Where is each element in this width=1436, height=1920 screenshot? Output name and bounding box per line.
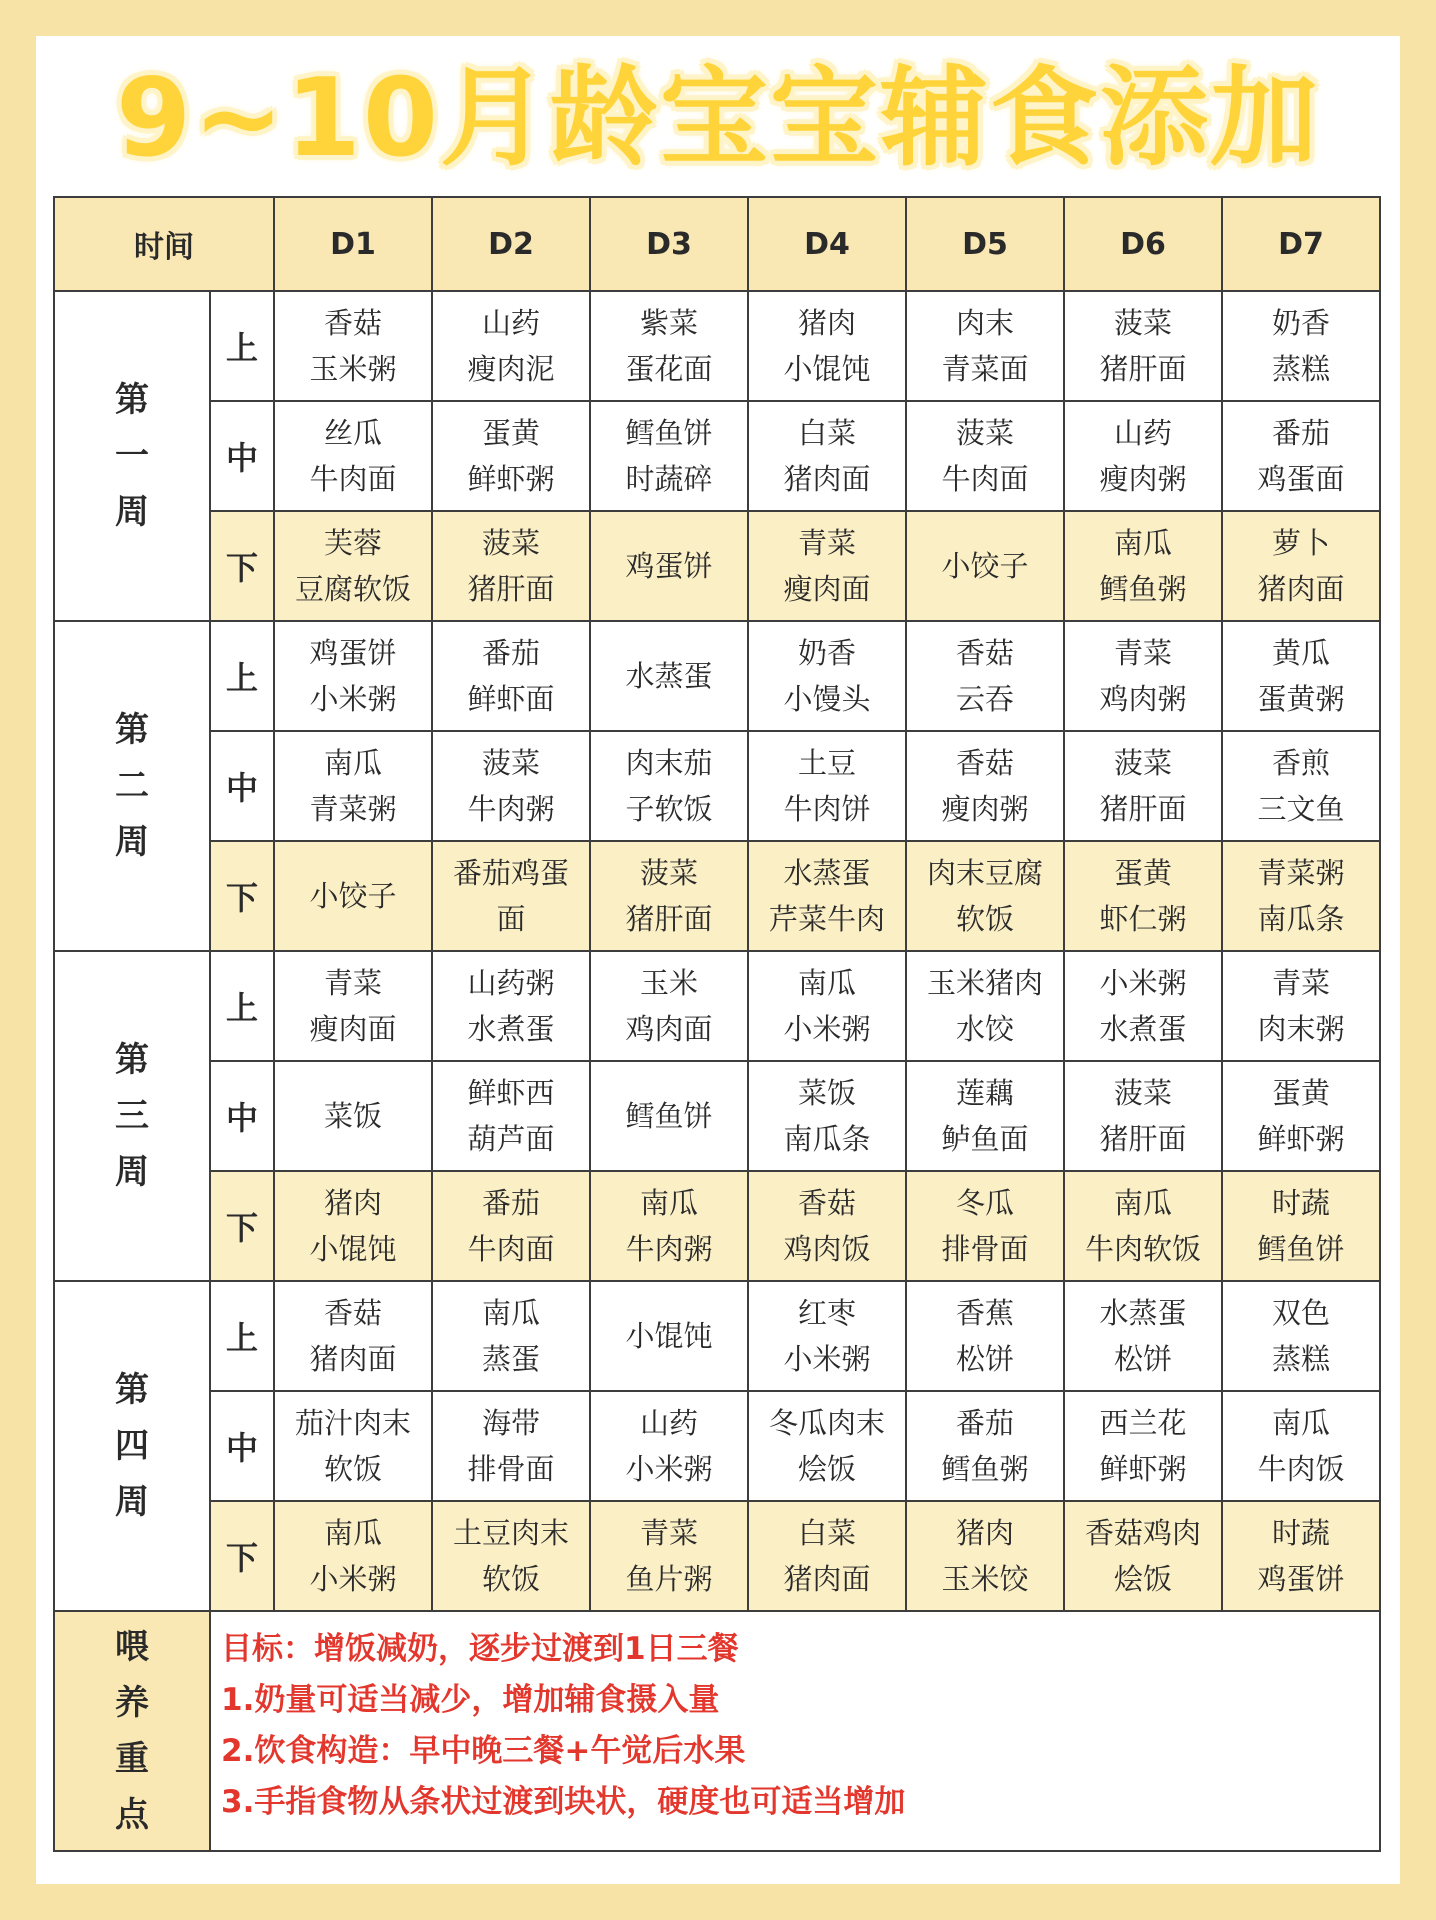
menu-cell: 山药 小米粥 <box>590 1391 748 1501</box>
menu-cell: 香菇 玉米粥 <box>274 291 432 401</box>
table-row <box>54 401 1380 511</box>
menu-cell: 南瓜 小米粥 <box>274 1501 432 1611</box>
menu-cell: 青菜 鱼片粥 <box>590 1501 748 1611</box>
menu-cell: 蛋黄 虾仁粥 <box>1064 841 1222 951</box>
menu-cell: 番茄 鲜虾面 <box>432 621 590 731</box>
menu-cell: 南瓜 牛肉饭 <box>1222 1391 1380 1501</box>
meal-slot-label: 中 <box>210 401 274 511</box>
menu-cell: 鳕鱼饼 时蔬碎 <box>590 401 748 511</box>
table-row <box>54 1391 1380 1501</box>
menu-cell: 菠菜 猪肝面 <box>1064 731 1222 841</box>
menu-cell: 小饺子 <box>906 511 1064 621</box>
menu-cell: 菠菜 猪肝面 <box>1064 1061 1222 1171</box>
menu-cell: 小饺子 <box>274 841 432 951</box>
menu-cell: 猪肉 玉米饺 <box>906 1501 1064 1611</box>
menu-cell: 鲜虾西 葫芦面 <box>432 1061 590 1171</box>
focus-note: 1.奶量可适当减少，增加辅食摄入量 <box>221 1682 720 1718</box>
menu-cell: 奶香 蒸糕 <box>1222 291 1380 401</box>
day-header: D6 <box>1064 197 1222 291</box>
menu-cell: 青菜 鸡肉粥 <box>1064 621 1222 731</box>
menu-cell: 菜饭 南瓜条 <box>748 1061 906 1171</box>
day-header: D3 <box>590 197 748 291</box>
menu-cell: 香菇 云吞 <box>906 621 1064 731</box>
meal-slot-label: 上 <box>210 621 274 731</box>
menu-cell: 海带 排骨面 <box>432 1391 590 1501</box>
table-row <box>54 841 1380 951</box>
focus-note: 2.饮食构造：早中晚三餐+午觉后水果 <box>221 1733 746 1769</box>
feeding-focus-notes <box>210 1611 1380 1851</box>
menu-cell: 香菇 瘦肉粥 <box>906 731 1064 841</box>
menu-cell: 鸡蛋饼 <box>590 511 748 621</box>
menu-cell: 菠菜 牛肉粥 <box>432 731 590 841</box>
day-header: D5 <box>906 197 1064 291</box>
table-header-row <box>54 197 1380 291</box>
menu-cell: 青菜粥 南瓜条 <box>1222 841 1380 951</box>
meal-slot-label: 中 <box>210 1061 274 1171</box>
menu-cell: 香煎 三文鱼 <box>1222 731 1380 841</box>
menu-cell: 茄汁肉末 软饭 <box>274 1391 432 1501</box>
menu-cell: 萝卜 猪肉面 <box>1222 511 1380 621</box>
menu-cell: 玉米猪肉 水饺 <box>906 951 1064 1061</box>
time-header: 时间 <box>54 197 274 291</box>
table-row <box>54 1501 1380 1611</box>
menu-cell: 番茄 牛肉面 <box>432 1171 590 1281</box>
table-row <box>54 951 1380 1061</box>
menu-cell: 红枣 小米粥 <box>748 1281 906 1391</box>
menu-cell: 双色 蒸糕 <box>1222 1281 1380 1391</box>
table-row <box>54 621 1380 731</box>
meal-slot-label: 上 <box>210 291 274 401</box>
menu-cell: 南瓜 蒸蛋 <box>432 1281 590 1391</box>
menu-cell: 小馄饨 <box>590 1281 748 1391</box>
day-header: D7 <box>1222 197 1380 291</box>
menu-cell: 香蕉 松饼 <box>906 1281 1064 1391</box>
menu-cell: 香菇鸡肉 烩饭 <box>1064 1501 1222 1611</box>
menu-cell: 西兰花 鲜虾粥 <box>1064 1391 1222 1501</box>
week-label: 第 一 周 <box>54 291 210 621</box>
menu-cell: 香菇 鸡肉饭 <box>748 1171 906 1281</box>
menu-cell: 黄瓜 蛋黄粥 <box>1222 621 1380 731</box>
menu-cell: 水蒸蛋 芹菜牛肉 <box>748 841 906 951</box>
menu-cell: 南瓜 小米粥 <box>748 951 906 1061</box>
table-row <box>54 291 1380 401</box>
menu-cell: 南瓜 牛肉软饭 <box>1064 1171 1222 1281</box>
menu-cell: 鳕鱼饼 <box>590 1061 748 1171</box>
menu-card <box>36 36 1400 1884</box>
menu-cell: 白菜 猪肉面 <box>748 1501 906 1611</box>
week-label: 第 四 周 <box>54 1281 210 1611</box>
meal-slot-label: 下 <box>210 841 274 951</box>
menu-cell: 番茄 鳕鱼粥 <box>906 1391 1064 1501</box>
menu-cell: 水蒸蛋 松饼 <box>1064 1281 1222 1391</box>
table-row <box>54 731 1380 841</box>
day-header: D4 <box>748 197 906 291</box>
menu-cell: 猪肉 小馄饨 <box>274 1171 432 1281</box>
weekly-menu-table <box>53 196 1381 1852</box>
menu-cell: 肉末豆腐 软饭 <box>906 841 1064 951</box>
menu-cell: 玉米 鸡肉面 <box>590 951 748 1061</box>
menu-cell: 青菜 瘦肉面 <box>274 951 432 1061</box>
day-header: D1 <box>274 197 432 291</box>
menu-cell: 土豆肉末 软饭 <box>432 1501 590 1611</box>
menu-cell: 莲藕 鲈鱼面 <box>906 1061 1064 1171</box>
menu-cell: 丝瓜 牛肉面 <box>274 401 432 511</box>
feeding-focus-row <box>54 1611 1380 1851</box>
meal-slot-label: 上 <box>210 951 274 1061</box>
menu-cell: 南瓜 牛肉粥 <box>590 1171 748 1281</box>
menu-cell: 蛋黄 鲜虾粥 <box>1222 1061 1380 1171</box>
day-header: D2 <box>432 197 590 291</box>
feeding-focus-label: 喂 养 重 点 <box>54 1611 210 1851</box>
menu-cell: 鸡蛋饼 小米粥 <box>274 621 432 731</box>
table-row <box>54 511 1380 621</box>
menu-cell: 小米粥 水煮蛋 <box>1064 951 1222 1061</box>
week-label: 第 二 周 <box>54 621 210 951</box>
menu-cell: 菠菜 猪肝面 <box>590 841 748 951</box>
menu-cell: 猪肉 小馄饨 <box>748 291 906 401</box>
table-row <box>54 1061 1380 1171</box>
menu-cell: 菠菜 牛肉面 <box>906 401 1064 511</box>
menu-cell: 蛋黄 鲜虾粥 <box>432 401 590 511</box>
meal-slot-label: 上 <box>210 1281 274 1391</box>
menu-cell: 香菇 猪肉面 <box>274 1281 432 1391</box>
menu-cell: 芙蓉 豆腐软饭 <box>274 511 432 621</box>
meal-slot-label: 下 <box>210 511 274 621</box>
menu-cell: 紫菜 蛋花面 <box>590 291 748 401</box>
menu-cell: 菠菜 猪肝面 <box>432 511 590 621</box>
menu-cell: 山药粥 水煮蛋 <box>432 951 590 1061</box>
meal-slot-label: 中 <box>210 1391 274 1501</box>
menu-cell: 南瓜 青菜粥 <box>274 731 432 841</box>
menu-cell: 南瓜 鳕鱼粥 <box>1064 511 1222 621</box>
menu-cell: 青菜 瘦肉面 <box>748 511 906 621</box>
menu-cell: 时蔬 鸡蛋饼 <box>1222 1501 1380 1611</box>
menu-cell: 肉末 青菜面 <box>906 291 1064 401</box>
menu-cell: 番茄鸡蛋 面 <box>432 841 590 951</box>
table-row <box>54 1171 1380 1281</box>
meal-slot-label: 下 <box>210 1501 274 1611</box>
menu-cell: 山药 瘦肉粥 <box>1064 401 1222 511</box>
menu-cell: 冬瓜 排骨面 <box>906 1171 1064 1281</box>
menu-cell: 奶香 小馒头 <box>748 621 906 731</box>
menu-cell: 菠菜 猪肝面 <box>1064 291 1222 401</box>
table-row <box>54 1281 1380 1391</box>
meal-slot-label: 下 <box>210 1171 274 1281</box>
page-title: 9~10月龄宝宝辅食添加 <box>116 56 1320 181</box>
focus-note: 3.手指食物从条状过渡到块状，硬度也可适当增加 <box>221 1784 906 1820</box>
focus-goal: 目标：增饭减奶，逐步过渡到1日三餐 <box>221 1631 739 1667</box>
menu-cell: 菜饭 <box>274 1061 432 1171</box>
meal-slot-label: 中 <box>210 731 274 841</box>
menu-cell: 时蔬 鳕鱼饼 <box>1222 1171 1380 1281</box>
week-label: 第 三 周 <box>54 951 210 1281</box>
menu-cell: 青菜 肉末粥 <box>1222 951 1380 1061</box>
menu-cell: 冬瓜肉末 烩饭 <box>748 1391 906 1501</box>
menu-cell: 水蒸蛋 <box>590 621 748 731</box>
menu-cell: 番茄 鸡蛋面 <box>1222 401 1380 511</box>
menu-cell: 山药 瘦肉泥 <box>432 291 590 401</box>
menu-cell: 肉末茄 子软饭 <box>590 731 748 841</box>
menu-cell: 土豆 牛肉饼 <box>748 731 906 841</box>
menu-cell: 白菜 猪肉面 <box>748 401 906 511</box>
